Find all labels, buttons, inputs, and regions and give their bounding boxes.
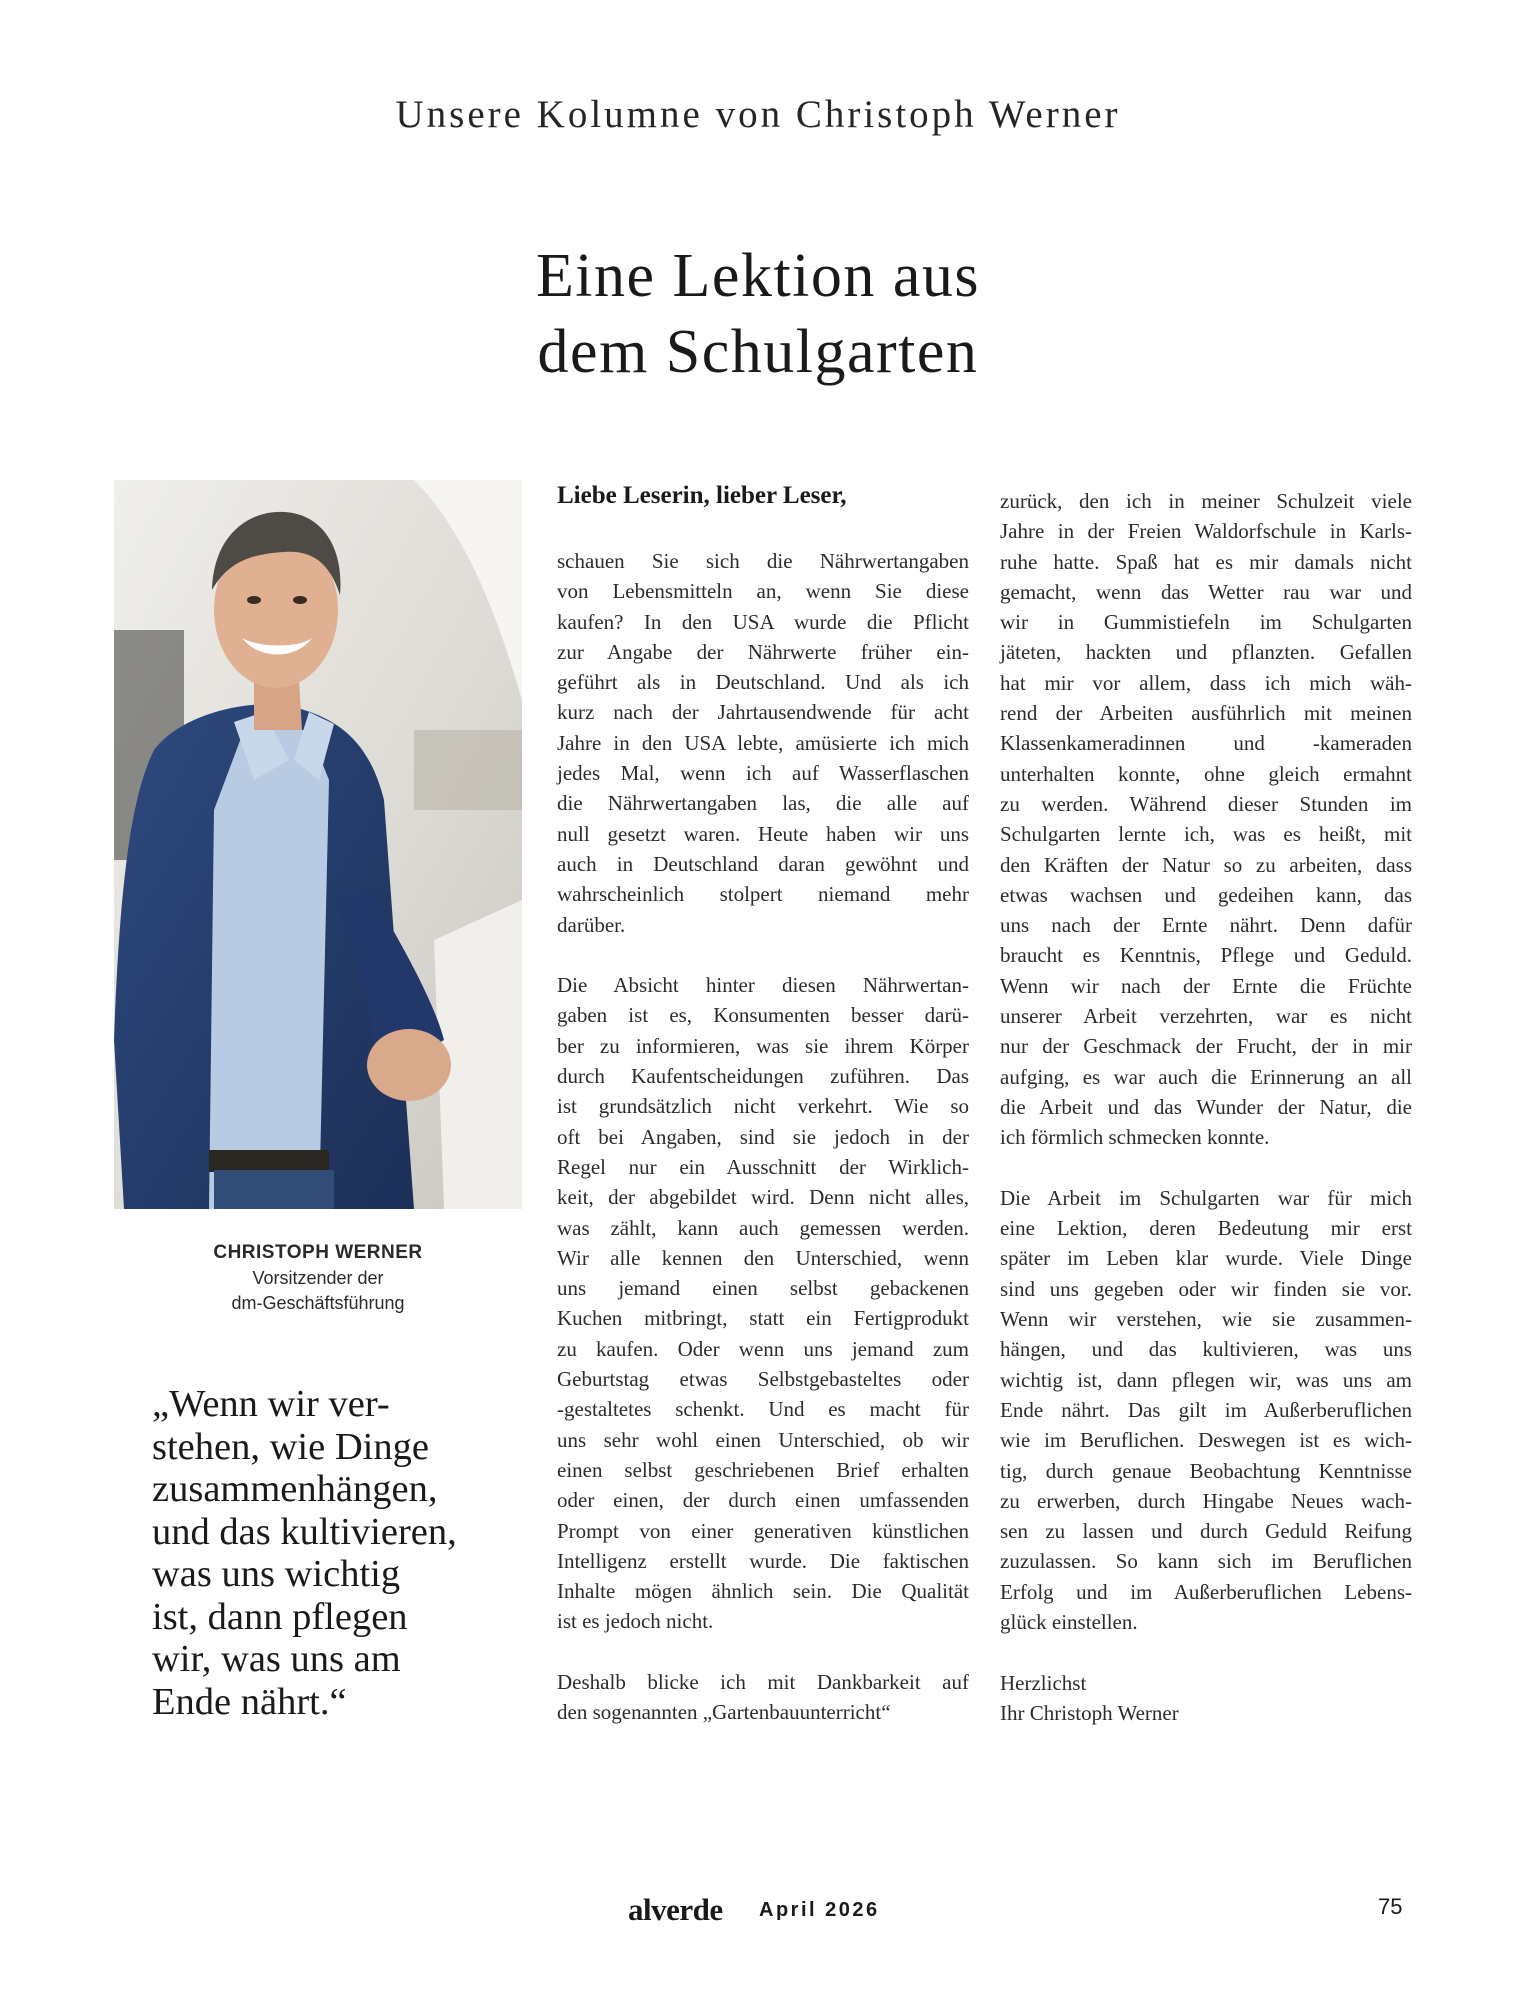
article-line: schauen Sie sich die Nährwertangaben <box>557 549 969 573</box>
pull-quote-line: wir, was uns am <box>152 1638 401 1680</box>
article-line: zurück, den ich in meiner Schulzeit viele <box>1000 489 1412 513</box>
article-line: ich förmlich schmecken konnte. <box>1000 1125 1270 1150</box>
article-line: wichtig ist, dann pflegen wir, was uns am <box>1000 1367 1412 1392</box>
article-line: Ihr Christoph Werner <box>1000 1700 1179 1725</box>
paragraph-gap <box>1000 1153 1412 1183</box>
magazine-logo: alverde <box>628 1892 723 1927</box>
headline-line: Eine Lektion aus <box>535 242 981 310</box>
article-line: Erfolg und im Außerberuflichen Lebens- <box>1000 1579 1412 1604</box>
article-line: keit, der abgebildet wird. Denn nicht alles, <box>557 1185 969 1210</box>
caption-role-line: dm-Geschäftsführung <box>231 1293 405 1313</box>
paragraph-gap <box>557 1637 969 1667</box>
column-kicker: Unsere Kolumne von Christoph Werner <box>395 93 1121 136</box>
author-portrait <box>114 480 522 1209</box>
article-line: hängen, und das kultivieren, was uns <box>1000 1337 1412 1362</box>
article-line: darüber. <box>557 912 626 937</box>
article-line: Inhalte mögen ähnlich sein. Die Qualität <box>557 1579 969 1604</box>
article-line: wie im Beruflichen. Deswegen ist es wich- <box>1000 1428 1412 1453</box>
article-line: die Nährwertangaben las, die alle auf <box>557 791 969 816</box>
article-line: hat mir vor allem, dass ich mich wäh- <box>1000 670 1412 695</box>
pull-quote-line: zusammenhängen, <box>152 1468 438 1510</box>
article-line: unserer Arbeit verzehrten, war es nicht <box>1000 1004 1412 1029</box>
article-line: etwas wachsen und gedeihen kann, das <box>1000 882 1412 907</box>
article-line: einen selbst geschriebenen Brief erhalten <box>557 1457 969 1482</box>
article-line: Jahre in den USA lebte, amüsierte ich mich <box>557 730 969 755</box>
article-line: oft bei Angaben, sind sie jedoch in der <box>557 1124 969 1149</box>
article-line: die Arbeit und das Wunder der Natur, die <box>1000 1094 1412 1119</box>
article-line: null gesetzt waren. Heute haben wir uns <box>557 821 969 846</box>
article-line: jedes Mal, wenn ich auf Wasserflaschen <box>557 761 969 786</box>
article-line: Jahre in der Freien Waldorfschule in Karls- <box>1000 519 1412 544</box>
article-line: wir in Gummistiefeln im Schulgarten <box>1000 610 1412 635</box>
article-line: -gestaltetes schenkt. Und es macht für <box>557 1397 969 1422</box>
pull-quote-line: Ende nährt.“ <box>152 1680 347 1723</box>
article-line: Die Absicht hinter diesen Nährwertan- <box>557 973 969 998</box>
article-line: gaben ist es, Konsumenten besser darü- <box>557 1003 969 1028</box>
article-line: den Kräften der Natur so zu arbeiten, dass <box>1000 852 1412 877</box>
article-line: wahrscheinlich stolpert niemand mehr <box>557 882 969 907</box>
article-line: den sogenannten „Gartenbauunterricht“ <box>557 1700 891 1725</box>
caption-role-line: Vorsitzender der <box>252 1268 384 1288</box>
article-line: ist grundsätzlich nicht verkehrt. Wie so <box>557 1094 969 1119</box>
article-line: später im Leben klar wurde. Viele Dinge <box>1000 1246 1412 1271</box>
article-line: Klassenkameradinnen und -kameraden <box>1000 731 1412 756</box>
article-line: oder einen, der durch einen umfassenden <box>557 1488 969 1513</box>
article-line: von Lebensmitteln an, wenn Sie diese <box>557 579 969 604</box>
article-line: uns sehr wohl einen Unterschied, ob wir <box>557 1427 969 1452</box>
pull-quote-line: was uns wichtig <box>152 1553 401 1595</box>
article-line: zu kaufen. Oder wenn uns jemand zum <box>557 1336 969 1361</box>
article-line: Wenn wir nach der Ernte die Früchte <box>1000 973 1412 998</box>
pull-quote-line: stehen, wie Dinge <box>152 1425 429 1468</box>
portrait-caption <box>114 1240 522 1316</box>
article-line: Ende nährt. Das gilt im Außerberuflichen <box>1000 1397 1412 1422</box>
article-line: tig, durch genaue Beobachtung Kenntnisse <box>1000 1458 1412 1483</box>
article-line: sind uns gegeben oder wir finden sie vor. <box>1000 1276 1412 1301</box>
article-line: Regel nur ein Ausschnitt der Wirklich- <box>557 1154 969 1179</box>
pull-quote-line: „Wenn wir ver- <box>152 1383 390 1425</box>
article-line: nur der Geschmack der Frucht, der in mir <box>1000 1034 1412 1059</box>
article-line: aufging, es war auch die Erinnerung an all <box>1000 1064 1412 1089</box>
article-line: Intelligenz erstellt wurde. Die faktischen <box>557 1548 969 1573</box>
issue-date: April 2026 <box>759 1899 880 1921</box>
article-line: Deshalb blicke ich mit Dankbarkeit auf <box>557 1669 969 1694</box>
article-column-1 <box>557 546 969 1728</box>
article-line: zu werden. Während dieser Stunden im <box>1000 791 1412 816</box>
article-line: zur Angabe der Nährwerte früher ein- <box>557 639 969 664</box>
article-line: kurz nach der Jahrtausendwende für acht <box>557 700 969 725</box>
article-headline <box>0 238 1516 390</box>
article-line: Schulgarten lernte ich, was es heißt, mit <box>1000 822 1412 847</box>
article-line: zuzulassen. So kann sich im Beruflichen <box>1000 1549 1412 1574</box>
article-line: kaufen? In den USA wurde die Pflicht <box>557 609 969 634</box>
article-line: zu erwerben, durch Hingabe Neues wach- <box>1000 1488 1412 1513</box>
article-line: gemacht, wenn das Wetter rau war und <box>1000 579 1412 604</box>
article-line: ruhe hatte. Spaß hat es mir damals nicht <box>1000 549 1412 574</box>
article-line: durch Kaufentscheidungen zuführen. Das <box>557 1064 969 1089</box>
article-line: Prompt von einer generativen künstlichen <box>557 1518 969 1543</box>
article-line: Kuchen mitbringt, statt ein Fertigprodukt <box>557 1306 969 1331</box>
pull-quote-line: ist, dann pflegen <box>152 1595 408 1638</box>
article-line: Herzlichst <box>1000 1670 1087 1695</box>
article-line: uns nach der Ernte nährt. Denn dafür <box>1000 913 1412 938</box>
article-line: sen zu lassen und durch Geduld Reifung <box>1000 1519 1412 1544</box>
article-column-2 <box>1000 486 1412 1728</box>
paragraph-gap <box>1000 1637 1412 1667</box>
headline-line: dem Schulgarten <box>537 318 979 386</box>
article-line: ber zu informieren, was sie ihrem Körper <box>557 1033 969 1058</box>
article-line: rend der Arbeiten ausführlich mit meinen <box>1000 701 1412 726</box>
article-line: jäteten, hackten und pflanzten. Gefallen <box>1000 640 1412 665</box>
article-line: Wir alle kennen den Unterschied, wenn <box>557 1245 969 1270</box>
pull-quote-line: und das kultivieren, <box>152 1510 457 1553</box>
article-line: Geburtstag etwas Selbstgebasteltes oder <box>557 1367 969 1392</box>
article-line: unterhalten konnte, ohne gleich ermahnt <box>1000 761 1412 786</box>
article-line: uns jemand einen selbst gebackenen <box>557 1276 969 1301</box>
page-number: 75 <box>1378 1894 1403 1919</box>
article-line: auch in Deutschland daran gewöhnt und <box>557 851 969 876</box>
caption-name: CHRISTOPH WERNER <box>213 1242 423 1263</box>
article-line: glück einstellen. <box>1000 1609 1138 1634</box>
article-line: ist es jedoch nicht. <box>557 1609 714 1634</box>
article-line: Wenn wir verstehen, wie sie zusammen- <box>1000 1307 1412 1332</box>
paragraph-gap <box>557 940 969 970</box>
article-salutation: Liebe Leserin, lieber Leser, <box>557 482 847 509</box>
article-line: geführt als in Deutschland. Und als ich <box>557 670 969 695</box>
article-line: Die Arbeit im Schulgarten war für mich <box>1000 1185 1412 1210</box>
article-line: braucht es Kenntnis, Pflege und Geduld. <box>1000 943 1412 968</box>
pull-quote <box>152 1383 532 1723</box>
article-line: was zählt, kann auch gemessen werden. <box>557 1215 969 1240</box>
article-line: eine Lektion, deren Bedeutung mir erst <box>1000 1216 1412 1241</box>
